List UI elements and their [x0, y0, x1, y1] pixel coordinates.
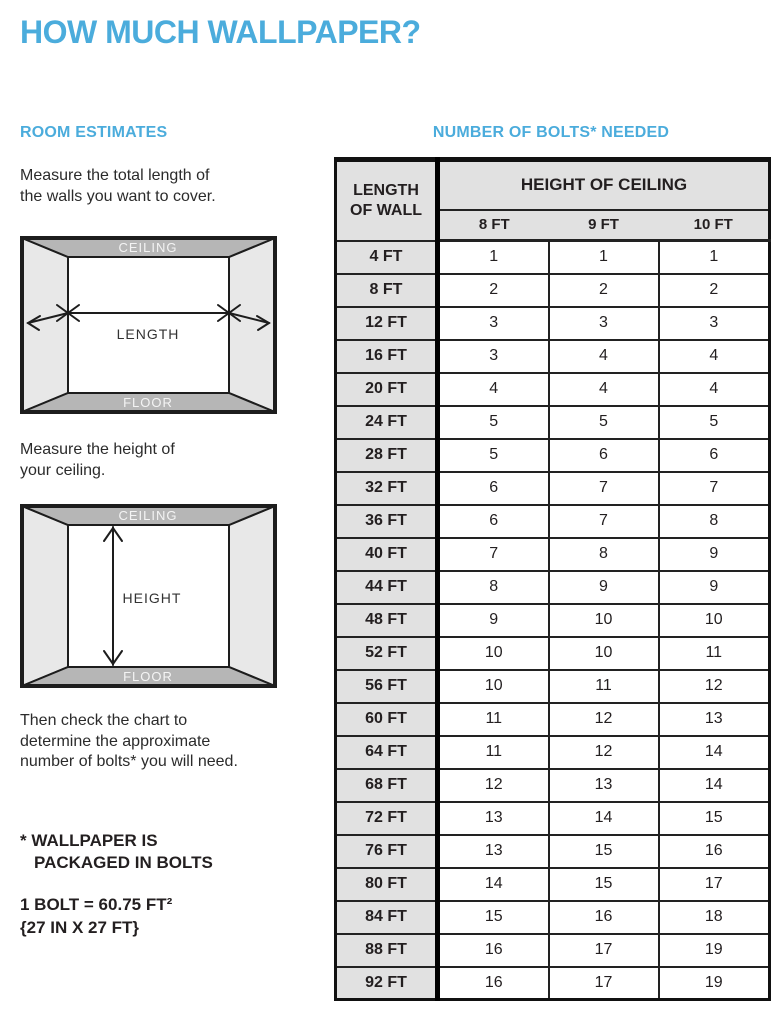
wall-length-cell: 36 FT [336, 505, 438, 538]
table-row [336, 637, 770, 670]
bolt-count-cell: 13 [659, 703, 770, 736]
text-line: the walls you want to cover. [20, 187, 216, 205]
bolt-count-cell: 11 [659, 637, 770, 670]
bolt-count-cell: 6 [659, 439, 770, 472]
bolt-count-cell: 5 [438, 406, 549, 439]
table-row [336, 901, 770, 934]
table-row [336, 967, 770, 1000]
wall-length-cell: 48 FT [336, 604, 438, 637]
bolt-count-cell: 14 [438, 868, 549, 901]
table-row [336, 703, 770, 736]
bolt-count-cell: 4 [549, 373, 659, 406]
bolt-count-cell: 5 [659, 406, 770, 439]
bolt-count-cell: 2 [549, 274, 659, 307]
bolt-count-cell: 7 [438, 538, 549, 571]
bolts-needed-heading: NUMBER OF BOLTS* NEEDED [432, 124, 670, 141]
table-row [336, 373, 770, 406]
col-header-8ft: 8 FT [438, 210, 549, 241]
bolt-count-cell: 8 [438, 571, 549, 604]
bolt-count-cell: 11 [549, 670, 659, 703]
text-line: Measure the total length of [20, 167, 210, 184]
bolt-count-cell: 9 [659, 538, 770, 571]
bolt-count-cell: 15 [549, 868, 659, 901]
wall-length-cell: 20 FT [336, 373, 438, 406]
table-row [336, 505, 770, 538]
bolt-count-cell: 17 [659, 868, 770, 901]
bolt-count-cell: 4 [438, 373, 549, 406]
bolt-count-cell: 9 [659, 571, 770, 604]
table-row [336, 670, 770, 703]
bolt-count-cell: 10 [438, 670, 549, 703]
left-wall-shape [22, 506, 68, 686]
wall-length-cell: 68 FT [336, 769, 438, 802]
bolt-count-cell: 7 [549, 472, 659, 505]
text-line: number of bolts* you will need. [20, 753, 238, 770]
room-estimates-heading: ROOM ESTIMATES [20, 124, 168, 141]
bolt-count-cell: 13 [438, 802, 549, 835]
bolt-count-cell: 12 [549, 736, 659, 769]
wallpaper-bolts-footnote [20, 830, 213, 874]
bolt-count-cell: 17 [549, 967, 659, 1000]
text-line: Measure the height of [20, 441, 175, 458]
bolt-count-cell: 5 [549, 406, 659, 439]
bolt-count-cell: 7 [549, 505, 659, 538]
table-row [336, 868, 770, 901]
wall-length-cell: 16 FT [336, 340, 438, 373]
bolt-count-cell: 6 [438, 505, 549, 538]
instruction-step-1 [20, 166, 216, 207]
bolt-count-cell: 11 [438, 703, 549, 736]
ceiling-label: CEILING [118, 240, 178, 255]
bolt-count-cell: 3 [438, 307, 549, 340]
wall-length-cell: 28 FT [336, 439, 438, 472]
room-length-diagram [20, 236, 277, 414]
bolt-count-cell: 5 [438, 439, 549, 472]
bolt-count-cell: 12 [549, 703, 659, 736]
wall-length-cell: 12 FT [336, 307, 438, 340]
table-row [336, 835, 770, 868]
table-row [336, 571, 770, 604]
bolt-count-cell: 16 [549, 901, 659, 934]
bolt-count-cell: 7 [659, 472, 770, 505]
bolt-count-cell: 11 [438, 736, 549, 769]
wall-length-cell: 72 FT [336, 802, 438, 835]
table-row [336, 274, 770, 307]
wall-length-cell: 64 FT [336, 736, 438, 769]
bolts-table-header [336, 160, 770, 241]
wall-length-cell: 88 FT [336, 934, 438, 967]
floor-label: FLOOR [123, 669, 173, 684]
text-line: 1 BOLT = 60.75 FT² [20, 895, 173, 914]
back-wall-shape [68, 257, 229, 393]
bolt-count-cell: 2 [438, 274, 549, 307]
height-of-ceiling-header: HEIGHT OF CEILING [438, 160, 770, 210]
bolt-count-cell: 13 [438, 835, 549, 868]
wall-length-cell: 56 FT [336, 670, 438, 703]
bolt-count-cell: 4 [659, 373, 770, 406]
text-line: OF WALL [350, 201, 422, 219]
floor-label: FLOOR [123, 395, 173, 410]
table-row [336, 439, 770, 472]
text-line: * WALLPAPER IS [20, 831, 158, 850]
bolt-count-cell: 16 [659, 835, 770, 868]
bolt-count-cell: 12 [438, 769, 549, 802]
right-wall-shape [229, 238, 275, 412]
bolt-count-cell: 14 [659, 736, 770, 769]
bolt-count-cell: 15 [659, 802, 770, 835]
left-wall-shape [22, 238, 68, 412]
bolts-needed-section [334, 0, 768, 1024]
bolt-count-cell: 10 [659, 604, 770, 637]
col-header-9ft: 9 FT [549, 210, 659, 241]
instruction-step-3 [20, 711, 238, 773]
bolt-count-cell: 13 [549, 769, 659, 802]
wall-length-cell: 44 FT [336, 571, 438, 604]
bolt-count-cell: 4 [659, 340, 770, 373]
bolt-count-cell: 10 [549, 637, 659, 670]
bolt-count-cell: 12 [659, 670, 770, 703]
wall-length-cell: 84 FT [336, 901, 438, 934]
wall-length-cell: 92 FT [336, 967, 438, 1000]
bolt-count-cell: 3 [549, 307, 659, 340]
bolt-count-cell: 8 [659, 505, 770, 538]
length-label: LENGTH [116, 326, 180, 342]
table-row [336, 934, 770, 967]
table-row [336, 802, 770, 835]
bolt-count-cell: 19 [659, 934, 770, 967]
text-line: Then check the chart to [20, 712, 188, 729]
wall-length-cell: 40 FT [336, 538, 438, 571]
bolt-count-cell: 1 [438, 241, 549, 274]
length-of-wall-header [336, 160, 438, 241]
bolt-count-cell: 1 [659, 241, 770, 274]
table-row [336, 538, 770, 571]
bolt-count-cell: 6 [549, 439, 659, 472]
bolt-count-cell: 9 [549, 571, 659, 604]
bolt-count-cell: 10 [549, 604, 659, 637]
wall-length-cell: 80 FT [336, 868, 438, 901]
ceiling-label: CEILING [118, 508, 178, 523]
bolt-count-cell: 1 [549, 241, 659, 274]
wall-length-cell: 60 FT [336, 703, 438, 736]
bolt-count-cell: 17 [549, 934, 659, 967]
room-estimates-section [20, 0, 320, 1024]
height-label: HEIGHT [122, 590, 182, 606]
bolt-count-cell: 9 [438, 604, 549, 637]
bolts-table-body [336, 241, 770, 1000]
wall-length-cell: 8 FT [336, 274, 438, 307]
bolt-count-cell: 4 [549, 340, 659, 373]
table-row [336, 736, 770, 769]
table-row [336, 241, 770, 274]
bolt-count-cell: 3 [438, 340, 549, 373]
bolt-count-cell: 3 [659, 307, 770, 340]
bolt-count-cell: 14 [549, 802, 659, 835]
wall-length-cell: 76 FT [336, 835, 438, 868]
instruction-step-2 [20, 440, 175, 481]
bolt-count-cell: 14 [659, 769, 770, 802]
bolts-table [334, 157, 771, 1001]
wall-length-cell: 32 FT [336, 472, 438, 505]
table-row [336, 307, 770, 340]
wall-length-cell: 24 FT [336, 406, 438, 439]
bolt-count-cell: 16 [438, 967, 549, 1000]
bolt-count-cell: 2 [659, 274, 770, 307]
wall-length-cell: 4 FT [336, 241, 438, 274]
text-line: PACKAGED IN BOLTS [34, 853, 213, 872]
text-line: your ceiling. [20, 461, 106, 479]
bolts-table-container [334, 157, 771, 1001]
bolt-count-cell: 19 [659, 967, 770, 1000]
bolt-count-cell: 16 [438, 934, 549, 967]
table-row [336, 340, 770, 373]
wall-length-cell: 52 FT [336, 637, 438, 670]
ceiling-height-diagram [20, 504, 277, 688]
table-row [336, 604, 770, 637]
right-wall-shape [229, 506, 275, 686]
bolt-size-info [20, 893, 172, 939]
text-line: LENGTH [353, 181, 419, 199]
bolt-count-cell: 15 [549, 835, 659, 868]
col-header-10ft: 10 FT [659, 210, 770, 241]
bolt-count-cell: 6 [438, 472, 549, 505]
text-line: determine the approximate [20, 732, 211, 750]
bolt-count-cell: 15 [438, 901, 549, 934]
bolt-count-cell: 10 [438, 637, 549, 670]
bolt-count-cell: 8 [549, 538, 659, 571]
table-row [336, 769, 770, 802]
table-row [336, 406, 770, 439]
bolt-count-cell: 18 [659, 901, 770, 934]
table-row [336, 472, 770, 505]
text-line: {27 IN X 27 FT} [20, 918, 140, 937]
page-title: HOW MUCH WALLPAPER? [20, 14, 421, 50]
